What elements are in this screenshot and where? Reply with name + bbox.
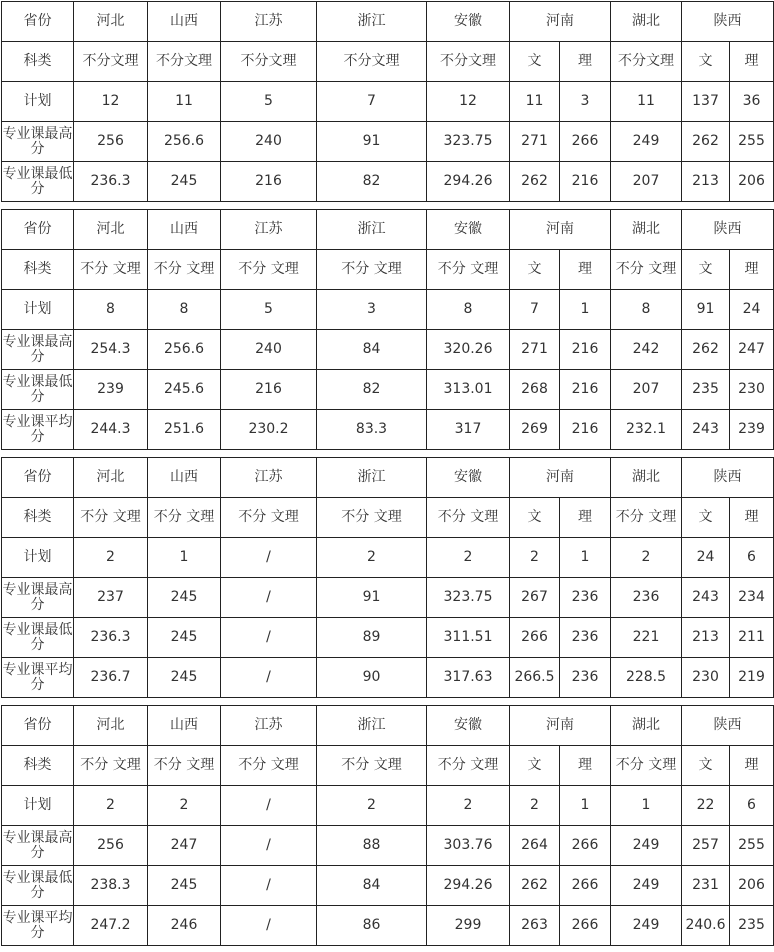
table-cell: 262 [682, 330, 730, 370]
table-row [2, 618, 774, 658]
subject-row [2, 746, 774, 786]
table-cell: 271 [510, 122, 560, 162]
subject-cell: 文 [682, 498, 730, 538]
table-cell: 247 [148, 826, 221, 866]
table-cell: 242 [611, 330, 682, 370]
province-header-cell: 湖北 [611, 458, 682, 498]
province-header-cell: 山西 [148, 706, 221, 746]
table-cell: 239 [74, 370, 148, 410]
row-label: 专业课最低分 [2, 370, 74, 410]
table-cell: 245.6 [148, 370, 221, 410]
table-cell: 221 [611, 618, 682, 658]
province-header-cell: 江苏 [221, 2, 317, 42]
subject-cell: 不分 文理 [611, 250, 682, 290]
subject-cell: 不分 文理 [221, 746, 317, 786]
table-row [2, 866, 774, 906]
subject-cell: 理 [560, 746, 611, 786]
table-cell: 230 [682, 658, 730, 698]
table-cell: 239 [730, 410, 774, 450]
table-cell: 83.3 [317, 410, 427, 450]
table-cell: / [221, 538, 317, 578]
table-cell: 264 [510, 826, 560, 866]
table-cell: 8 [427, 290, 510, 330]
table-cell: 262 [510, 162, 560, 202]
table-cell: 240 [221, 330, 317, 370]
table-cell: 267 [510, 578, 560, 618]
province-header-cell: 河南 [510, 458, 611, 498]
subject-cell: 理 [730, 498, 774, 538]
table-cell: 8 [148, 290, 221, 330]
row-label: 计划 [2, 538, 74, 578]
table-cell: 244.3 [74, 410, 148, 450]
table-cell: / [221, 618, 317, 658]
province-header-cell: 安徽 [427, 706, 510, 746]
table-cell: 243 [682, 410, 730, 450]
table-cell: 91 [682, 290, 730, 330]
province-header-row [2, 458, 774, 498]
province-header-cell: 湖北 [611, 706, 682, 746]
row-label: 计划 [2, 82, 74, 122]
province-header-cell: 安徽 [427, 2, 510, 42]
province-header-cell: 山西 [148, 210, 221, 250]
table-cell: 266 [560, 906, 611, 946]
table-cell: 206 [730, 162, 774, 202]
subject-cell: 不分 文理 [74, 250, 148, 290]
table-cell: 2 [317, 786, 427, 826]
table-cell: 137 [682, 82, 730, 122]
table-cell: 8 [74, 290, 148, 330]
table-cell: 269 [510, 410, 560, 450]
table-cell: 2 [510, 786, 560, 826]
province-header-cell: 陕西 [682, 458, 774, 498]
table-cell: 243 [682, 578, 730, 618]
table-cell: 266 [510, 618, 560, 658]
table-row [2, 290, 774, 330]
table-cell: 88 [317, 826, 427, 866]
table-cell: 256 [74, 122, 148, 162]
row-label: 计划 [2, 786, 74, 826]
subject-cell: 不分 文理 [427, 250, 510, 290]
table-cell: 6 [730, 786, 774, 826]
table-cell: 82 [317, 370, 427, 410]
table-cell: 3 [560, 82, 611, 122]
score-tables [0, 1, 774, 946]
table-cell: 90 [317, 658, 427, 698]
table-cell: 5 [221, 290, 317, 330]
table-cell: 266.5 [510, 658, 560, 698]
table-cell: 207 [611, 370, 682, 410]
province-header-cell: 湖北 [611, 2, 682, 42]
subject-row [2, 250, 774, 290]
table-cell: 11 [148, 82, 221, 122]
table-cell: 257 [682, 826, 730, 866]
table-cell: 2 [74, 786, 148, 826]
table-cell: 320.26 [427, 330, 510, 370]
table-cell: 213 [682, 162, 730, 202]
table-cell: 232.1 [611, 410, 682, 450]
subject-row [2, 498, 774, 538]
table-cell: 256.6 [148, 122, 221, 162]
province-header-cell: 河南 [510, 706, 611, 746]
table-cell: 245 [148, 578, 221, 618]
province-header-row [2, 2, 774, 42]
table-cell: 91 [317, 578, 427, 618]
province-header-cell: 浙江 [317, 706, 427, 746]
subject-cell: 不分文理 [427, 42, 510, 82]
subject-cell: 不分 文理 [221, 250, 317, 290]
table-cell: 268 [510, 370, 560, 410]
table-cell: 2 [427, 538, 510, 578]
table-row [2, 906, 774, 946]
subject-cell: 文 [682, 746, 730, 786]
row-label: 专业课最高分 [2, 826, 74, 866]
province-header-label: 省份 [2, 458, 74, 498]
table-cell: 236.3 [74, 162, 148, 202]
subject-cell: 不分文理 [317, 42, 427, 82]
score-table-1 [1, 1, 774, 202]
province-header-cell: 安徽 [427, 458, 510, 498]
table-row [2, 826, 774, 866]
subject-cell: 理 [560, 498, 611, 538]
table-cell: 246 [148, 906, 221, 946]
table-cell: 230 [730, 370, 774, 410]
province-header-cell: 河北 [74, 2, 148, 42]
table-cell: 7 [317, 82, 427, 122]
table-cell: 12 [74, 82, 148, 122]
row-label: 专业课平均分 [2, 906, 74, 946]
table-cell: 1 [560, 538, 611, 578]
province-header-cell: 河北 [74, 210, 148, 250]
table-cell: 216 [560, 370, 611, 410]
table-cell: 36 [730, 82, 774, 122]
province-header-cell: 浙江 [317, 458, 427, 498]
score-table-4 [1, 705, 774, 946]
table-row [2, 410, 774, 450]
table-cell: 84 [317, 866, 427, 906]
subject-cell: 不分 文理 [74, 746, 148, 786]
province-header-cell: 浙江 [317, 210, 427, 250]
table-cell: 240.6 [682, 906, 730, 946]
table-cell: 262 [510, 866, 560, 906]
table-row [2, 658, 774, 698]
province-header-cell: 江苏 [221, 458, 317, 498]
table-cell: 3 [317, 290, 427, 330]
subject-row-label: 科类 [2, 746, 74, 786]
table-cell: 311.51 [427, 618, 510, 658]
province-header-cell: 浙江 [317, 2, 427, 42]
subject-row-label: 科类 [2, 42, 74, 82]
subject-cell: 不分 文理 [148, 250, 221, 290]
table-cell: 235 [682, 370, 730, 410]
province-header-cell: 河南 [510, 210, 611, 250]
table-cell: 238.3 [74, 866, 148, 906]
subject-cell: 不分文理 [611, 42, 682, 82]
subject-cell: 不分 文理 [148, 498, 221, 538]
table-cell: 245 [148, 162, 221, 202]
table-cell: / [221, 786, 317, 826]
province-header-label: 省份 [2, 706, 74, 746]
table-cell: 216 [560, 330, 611, 370]
subject-row-label: 科类 [2, 498, 74, 538]
province-header-cell: 江苏 [221, 706, 317, 746]
row-label: 专业课最高分 [2, 578, 74, 618]
subject-row-label: 科类 [2, 250, 74, 290]
row-label: 计划 [2, 290, 74, 330]
subject-cell: 理 [560, 42, 611, 82]
table-cell: 216 [560, 162, 611, 202]
table-cell: 11 [510, 82, 560, 122]
subject-cell: 不分 文理 [317, 250, 427, 290]
table-row [2, 330, 774, 370]
table-cell: 11 [611, 82, 682, 122]
subject-cell: 理 [730, 746, 774, 786]
subject-cell: 文 [510, 250, 560, 290]
table-cell: / [221, 826, 317, 866]
table-cell: 263 [510, 906, 560, 946]
province-header-cell: 山西 [148, 458, 221, 498]
table-cell: 86 [317, 906, 427, 946]
table-cell: 262 [682, 122, 730, 162]
table-cell: 24 [682, 538, 730, 578]
table-cell: 2 [427, 786, 510, 826]
table-cell: 256.6 [148, 330, 221, 370]
table-cell: 84 [317, 330, 427, 370]
subject-cell: 不分 文理 [221, 498, 317, 538]
table-cell: 206 [730, 866, 774, 906]
table-cell: 2 [317, 538, 427, 578]
subject-cell: 理 [730, 250, 774, 290]
table-cell: 247.2 [74, 906, 148, 946]
table-cell: 1 [560, 290, 611, 330]
table-cell: 7 [510, 290, 560, 330]
table-cell: 234 [730, 578, 774, 618]
province-header-cell: 河北 [74, 458, 148, 498]
table-cell: 247 [730, 330, 774, 370]
table-cell: 8 [611, 290, 682, 330]
table-cell: 207 [611, 162, 682, 202]
table-cell: 323.75 [427, 578, 510, 618]
score-table-3 [1, 457, 774, 698]
table-cell: 266 [560, 866, 611, 906]
table-cell: 2 [148, 786, 221, 826]
table-cell: / [221, 658, 317, 698]
province-header-cell: 河南 [510, 2, 611, 42]
table-cell: / [221, 906, 317, 946]
table-cell: / [221, 866, 317, 906]
table-cell: 237 [74, 578, 148, 618]
row-label: 专业课最低分 [2, 162, 74, 202]
subject-cell: 不分 文理 [317, 498, 427, 538]
table-row [2, 370, 774, 410]
table-cell: 2 [510, 538, 560, 578]
table-cell: 271 [510, 330, 560, 370]
row-label: 专业课最高分 [2, 122, 74, 162]
score-table-2 [1, 209, 774, 450]
table-cell: 1 [560, 786, 611, 826]
table-cell: 6 [730, 538, 774, 578]
subject-cell: 不分 文理 [74, 498, 148, 538]
table-cell: 22 [682, 786, 730, 826]
row-label: 专业课最低分 [2, 618, 74, 658]
table-cell: 230.2 [221, 410, 317, 450]
table-cell: 294.26 [427, 866, 510, 906]
table-cell: 317 [427, 410, 510, 450]
table-cell: 211 [730, 618, 774, 658]
table-cell: 245 [148, 658, 221, 698]
subject-cell: 文 [682, 42, 730, 82]
table-cell: 219 [730, 658, 774, 698]
table-row [2, 82, 774, 122]
province-header-label: 省份 [2, 210, 74, 250]
table-cell: 1 [611, 786, 682, 826]
table-cell: 24 [730, 290, 774, 330]
table-cell: 236 [560, 618, 611, 658]
table-row [2, 786, 774, 826]
row-label: 专业课平均分 [2, 658, 74, 698]
subject-cell: 文 [682, 250, 730, 290]
table-cell: 228.5 [611, 658, 682, 698]
table-cell: 2 [74, 538, 148, 578]
subject-cell: 文 [510, 42, 560, 82]
table-cell: 256 [74, 826, 148, 866]
subject-cell: 不分 文理 [317, 746, 427, 786]
subject-cell: 不分 文理 [611, 746, 682, 786]
table-cell: 91 [317, 122, 427, 162]
table-cell: 12 [427, 82, 510, 122]
table-row [2, 538, 774, 578]
table-cell: 317.63 [427, 658, 510, 698]
table-cell: 249 [611, 122, 682, 162]
province-header-cell: 陕西 [682, 210, 774, 250]
table-cell: 299 [427, 906, 510, 946]
subject-cell: 不分 文理 [427, 746, 510, 786]
table-cell: 89 [317, 618, 427, 658]
row-label: 专业课最高分 [2, 330, 74, 370]
table-cell: 216 [560, 410, 611, 450]
table-cell: 251.6 [148, 410, 221, 450]
table-cell: 245 [148, 866, 221, 906]
table-cell: 82 [317, 162, 427, 202]
province-header-cell: 河北 [74, 706, 148, 746]
table-cell: 313.01 [427, 370, 510, 410]
table-cell: 5 [221, 82, 317, 122]
row-label: 专业课最低分 [2, 866, 74, 906]
table-cell: 236.3 [74, 618, 148, 658]
table-cell: 266 [560, 826, 611, 866]
table-cell: 216 [221, 162, 317, 202]
table-cell: 213 [682, 618, 730, 658]
subject-row [2, 42, 774, 82]
province-header-cell: 陕西 [682, 706, 774, 746]
table-cell: 249 [611, 826, 682, 866]
province-header-cell: 山西 [148, 2, 221, 42]
table-cell: 255 [730, 826, 774, 866]
table-cell: 303.76 [427, 826, 510, 866]
table-cell: 245 [148, 618, 221, 658]
province-header-cell: 江苏 [221, 210, 317, 250]
province-header-label: 省份 [2, 2, 74, 42]
table-cell: 236 [611, 578, 682, 618]
table-cell: 249 [611, 866, 682, 906]
table-cell: 216 [221, 370, 317, 410]
table-cell: 240 [221, 122, 317, 162]
province-header-cell: 陕西 [682, 2, 774, 42]
table-cell: 231 [682, 866, 730, 906]
subject-cell: 不分文理 [221, 42, 317, 82]
subject-cell: 不分 文理 [427, 498, 510, 538]
subject-cell: 文 [510, 746, 560, 786]
province-header-cell: 湖北 [611, 210, 682, 250]
subject-cell: 文 [510, 498, 560, 538]
table-row [2, 162, 774, 202]
table-cell: 249 [611, 906, 682, 946]
table-cell: 236 [560, 658, 611, 698]
province-header-cell: 安徽 [427, 210, 510, 250]
subject-cell: 理 [560, 250, 611, 290]
table-cell: 266 [560, 122, 611, 162]
table-cell: 255 [730, 122, 774, 162]
table-cell: 323.75 [427, 122, 510, 162]
table-cell: 294.26 [427, 162, 510, 202]
table-cell: 235 [730, 906, 774, 946]
subject-cell: 不分 文理 [611, 498, 682, 538]
table-cell: 254.3 [74, 330, 148, 370]
table-cell: / [221, 578, 317, 618]
table-row [2, 578, 774, 618]
table-cell: 2 [611, 538, 682, 578]
province-header-row [2, 706, 774, 746]
subject-cell: 不分 文理 [148, 746, 221, 786]
subject-cell: 不分文理 [148, 42, 221, 82]
subject-cell: 理 [730, 42, 774, 82]
subject-cell: 不分文理 [74, 42, 148, 82]
table-row [2, 122, 774, 162]
table-cell: 236.7 [74, 658, 148, 698]
table-cell: 236 [560, 578, 611, 618]
table-cell: 1 [148, 538, 221, 578]
row-label: 专业课平均分 [2, 410, 74, 450]
province-header-row [2, 210, 774, 250]
